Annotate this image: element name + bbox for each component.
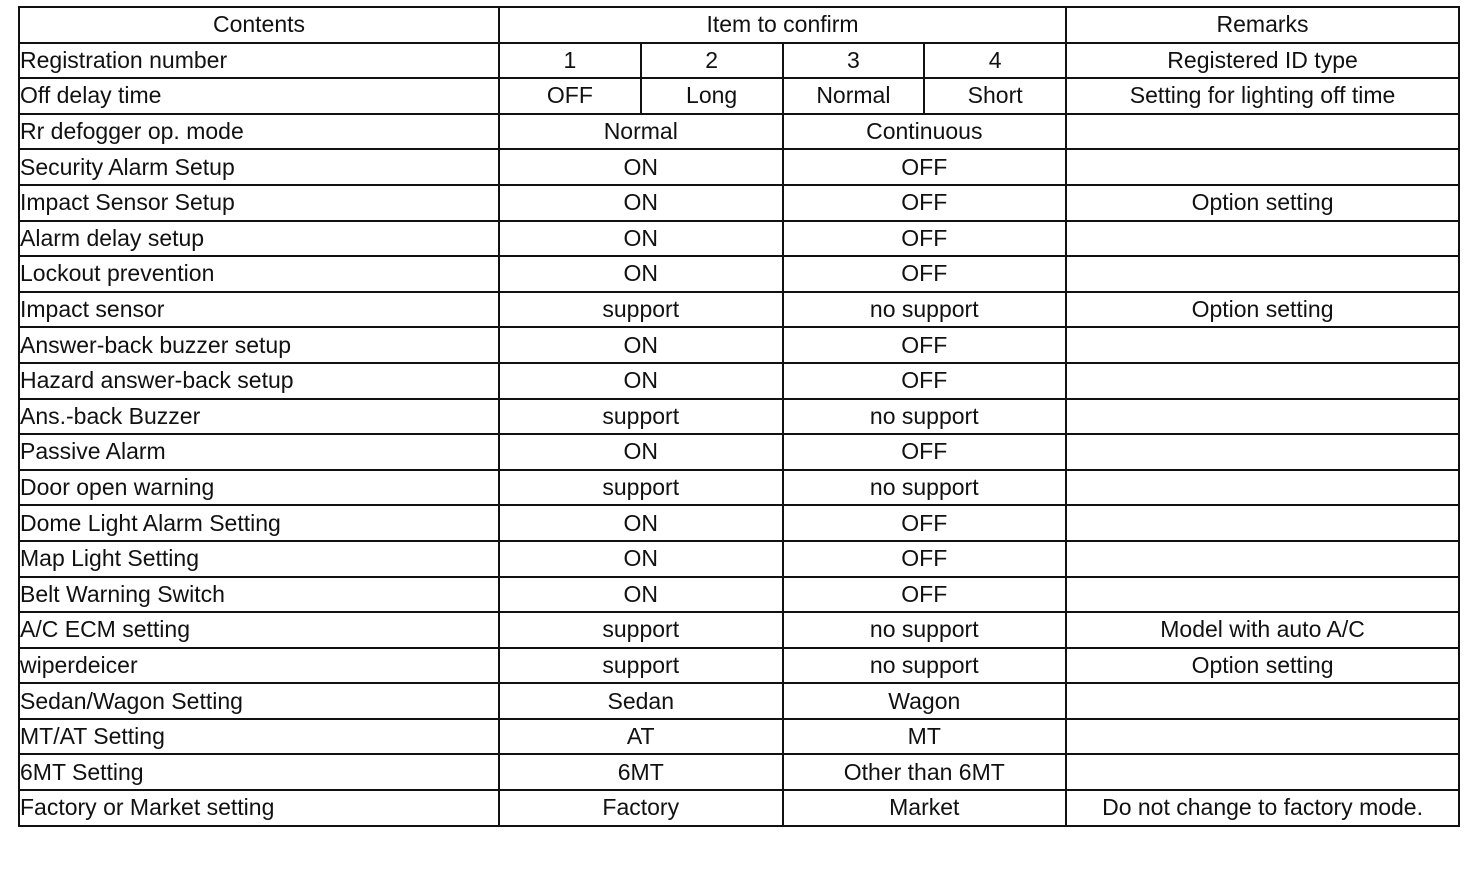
- option-b-value: no support: [783, 612, 1067, 648]
- table-row: [19, 754, 1459, 790]
- off-delay-value-3: Normal: [783, 78, 925, 114]
- table-row: [19, 399, 1459, 435]
- row-label: Impact sensor: [19, 292, 499, 328]
- table-row: [19, 114, 1459, 150]
- registration-value-2: 2: [641, 43, 783, 79]
- row-remark: [1066, 754, 1459, 790]
- row-remark: [1066, 363, 1459, 399]
- option-a-value: ON: [499, 327, 783, 363]
- row-remark: [1066, 327, 1459, 363]
- table-row-registration-number: [19, 43, 1459, 79]
- option-a-value: ON: [499, 221, 783, 257]
- row-remark: [1066, 149, 1459, 185]
- row-remark: [1066, 399, 1459, 435]
- row-label: Off delay time: [19, 78, 499, 114]
- row-label: Answer-back buzzer setup: [19, 327, 499, 363]
- option-b-value: no support: [783, 292, 1067, 328]
- row-remark: [1066, 470, 1459, 506]
- row-remark: [1066, 683, 1459, 719]
- row-remark: [1066, 719, 1459, 755]
- settings-table: [18, 6, 1460, 827]
- row-label: MT/AT Setting: [19, 719, 499, 755]
- row-remark: [1066, 114, 1459, 150]
- row-remark: Registered ID type: [1066, 43, 1459, 79]
- table-row: [19, 221, 1459, 257]
- row-label: Sedan/Wagon Setting: [19, 683, 499, 719]
- row-remark: Do not change to factory mode.: [1066, 790, 1459, 826]
- header-item-to-confirm: Item to confirm: [499, 7, 1066, 43]
- table-row: [19, 612, 1459, 648]
- settings-table-body: [19, 7, 1459, 826]
- row-label: Hazard answer-back setup: [19, 363, 499, 399]
- table-row: [19, 256, 1459, 292]
- option-a-value: ON: [499, 185, 783, 221]
- table-row: [19, 577, 1459, 613]
- option-a-value: support: [499, 292, 783, 328]
- option-a-value: Sedan: [499, 683, 783, 719]
- row-remark: [1066, 221, 1459, 257]
- row-remark: Option setting: [1066, 648, 1459, 684]
- option-a-value: ON: [499, 363, 783, 399]
- option-b-value: OFF: [783, 577, 1067, 613]
- row-remark: Setting for lighting off time: [1066, 78, 1459, 114]
- option-b-value: no support: [783, 648, 1067, 684]
- option-a-value: support: [499, 648, 783, 684]
- option-a-value: support: [499, 399, 783, 435]
- row-label: Map Light Setting: [19, 541, 499, 577]
- header-remarks: Remarks: [1066, 7, 1459, 43]
- option-b-value: Other than 6MT: [783, 754, 1067, 790]
- registration-value-4: 4: [924, 43, 1066, 79]
- option-a-value: support: [499, 470, 783, 506]
- option-b-value: no support: [783, 399, 1067, 435]
- option-b-value: OFF: [783, 149, 1067, 185]
- row-remark: Option setting: [1066, 292, 1459, 328]
- row-remark: [1066, 577, 1459, 613]
- row-label: Registration number: [19, 43, 499, 79]
- off-delay-value-2: Long: [641, 78, 783, 114]
- row-label: Passive Alarm: [19, 434, 499, 470]
- table-row: [19, 790, 1459, 826]
- option-a-value: ON: [499, 541, 783, 577]
- table-row: [19, 683, 1459, 719]
- option-a-value: AT: [499, 719, 783, 755]
- row-label: Factory or Market setting: [19, 790, 499, 826]
- row-remark: [1066, 434, 1459, 470]
- header-contents: Contents: [19, 7, 499, 43]
- row-remark: Model with auto A/C: [1066, 612, 1459, 648]
- row-label: Security Alarm Setup: [19, 149, 499, 185]
- table-row: [19, 470, 1459, 506]
- header-row: [19, 7, 1459, 43]
- table-row: [19, 434, 1459, 470]
- row-remark: Option setting: [1066, 185, 1459, 221]
- row-remark: [1066, 541, 1459, 577]
- registration-value-3: 3: [783, 43, 925, 79]
- registration-value-1: 1: [499, 43, 641, 79]
- row-remark: [1066, 256, 1459, 292]
- row-label: Door open warning: [19, 470, 499, 506]
- table-row: [19, 185, 1459, 221]
- row-label: A/C ECM setting: [19, 612, 499, 648]
- option-b-value: OFF: [783, 256, 1067, 292]
- option-a-value: ON: [499, 434, 783, 470]
- option-a-value: Normal: [499, 114, 783, 150]
- row-label: Alarm delay setup: [19, 221, 499, 257]
- row-remark: [1066, 505, 1459, 541]
- row-label: 6MT Setting: [19, 754, 499, 790]
- row-label: Ans.-back Buzzer: [19, 399, 499, 435]
- option-b-value: Market: [783, 790, 1067, 826]
- option-b-value: OFF: [783, 434, 1067, 470]
- option-b-value: Continuous: [783, 114, 1067, 150]
- option-a-value: ON: [499, 505, 783, 541]
- table-row: [19, 541, 1459, 577]
- row-label: Lockout prevention: [19, 256, 499, 292]
- option-b-value: OFF: [783, 221, 1067, 257]
- table-row: [19, 292, 1459, 328]
- table-row: [19, 149, 1459, 185]
- table-row-off-delay-time: [19, 78, 1459, 114]
- option-a-value: ON: [499, 256, 783, 292]
- off-delay-value-1: OFF: [499, 78, 641, 114]
- option-a-value: Factory: [499, 790, 783, 826]
- table-row: [19, 363, 1459, 399]
- option-b-value: MT: [783, 719, 1067, 755]
- table-row: [19, 327, 1459, 363]
- table-row: [19, 648, 1459, 684]
- option-b-value: OFF: [783, 505, 1067, 541]
- option-a-value: ON: [499, 577, 783, 613]
- option-b-value: OFF: [783, 363, 1067, 399]
- row-label: Rr defogger op. mode: [19, 114, 499, 150]
- row-label: Dome Light Alarm Setting: [19, 505, 499, 541]
- table-row: [19, 719, 1459, 755]
- option-a-value: ON: [499, 149, 783, 185]
- off-delay-value-4: Short: [924, 78, 1066, 114]
- option-b-value: no support: [783, 470, 1067, 506]
- row-label: Belt Warning Switch: [19, 577, 499, 613]
- table-row: [19, 505, 1459, 541]
- option-b-value: OFF: [783, 541, 1067, 577]
- option-a-value: 6MT: [499, 754, 783, 790]
- option-b-value: OFF: [783, 327, 1067, 363]
- row-label: wiperdeicer: [19, 648, 499, 684]
- option-a-value: support: [499, 612, 783, 648]
- option-b-value: OFF: [783, 185, 1067, 221]
- option-b-value: Wagon: [783, 683, 1067, 719]
- row-label: Impact Sensor Setup: [19, 185, 499, 221]
